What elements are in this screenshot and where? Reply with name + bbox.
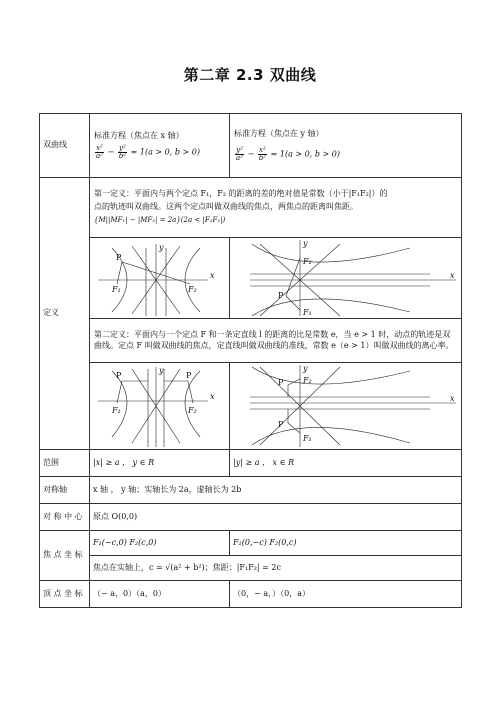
first-definition-cell (90, 178, 462, 238)
range-x: |x| ≥ a ， y ∈ R (90, 450, 230, 477)
label-y: y (303, 364, 308, 373)
row-definition-2-text (40, 319, 462, 363)
segment-PF1 (117, 381, 122, 403)
label-P: P (278, 291, 284, 300)
label-x: x (210, 271, 215, 280)
label-F2: F₂ (303, 376, 312, 385)
std-eq-y-cell (230, 114, 462, 178)
frac-y2-a2: $\frac{\text{y²}}{\text{a²}}$ (236, 146, 243, 163)
segment-PF2 (286, 258, 300, 296)
vertex-x: （− a，0）（a，0） (90, 581, 230, 608)
segment-PF2 (288, 379, 300, 385)
row-vertex (40, 581, 462, 608)
label-range: 范围 (40, 450, 90, 477)
row-definition-2-graphs (40, 363, 462, 450)
std-eq-x: $\frac{\text{x²}}{\text{a²}}$ − $\frac{\text{y²}}{\text{b²}}$ = 1(a > 0, b > 0) (96, 144, 200, 161)
label-y: y (303, 239, 308, 248)
std-eq-x-cell (90, 114, 230, 178)
label-x: x (450, 394, 455, 403)
label-x: x (210, 392, 215, 401)
label-P-left: P (116, 371, 122, 380)
label-F2: F₂ (188, 406, 197, 415)
std-eq-x-title: 标准方程（焦点在 x 轴） (94, 130, 184, 140)
page-title: 第二章 2.3 双曲线 (183, 66, 317, 84)
first-definition-line1: 第一定义：平面内与两个定点 F₁，F₂ 的距离的差的绝对值是常数（小于|F₁F₂|）的 (94, 189, 388, 199)
frac-y2-b2: $\frac{\text{y²}}{\text{b²}}$ (118, 144, 127, 161)
row-symmetry (40, 477, 462, 504)
vertex-y: （0，− a，）（0，a） (230, 581, 462, 608)
foci-x: F₁(−c,0) F₂(c,0) (90, 531, 230, 556)
second-definition-cell (90, 319, 462, 363)
segment-PF1 (288, 423, 300, 433)
graph-def1-x-cell (90, 238, 230, 319)
label-y: y (159, 366, 164, 375)
row-center (40, 504, 462, 531)
std-eq-y: $\frac{\text{y²}}{\text{a²}}$ − $\frac{\text{x²}}{\text{b²}}$ = 1(a > 0, b > 0) (236, 146, 340, 163)
graph-def1-y-cell (230, 238, 462, 319)
graph-def2-x (90, 363, 230, 449)
segment-PF1 (286, 296, 300, 310)
graph-def2-y (230, 363, 462, 449)
graph-def1-y (230, 238, 462, 318)
foci-note: 焦点在实轴上，c = √(a² + b²)；焦距：|F₁F₂| = 2c (90, 556, 462, 581)
label-P-right: P (186, 371, 192, 380)
label-vertex: 顶 点 坐 标 (40, 581, 90, 608)
label-F1: F₁ (112, 406, 121, 415)
label-P-top: P (278, 378, 284, 387)
first-definition-formula: {M||MF₁| − |MF₂| = 2a}(2a < |F₁F₂|) (94, 216, 226, 225)
std-eq-y-title: 标准方程（焦点在 y 轴） (234, 128, 324, 138)
foci-y: F₁(0,−c) F₂(0,c) (230, 531, 462, 556)
label-foci: 焦 点 坐 标 (40, 531, 90, 581)
label-F2: F₂ (188, 285, 197, 294)
label-P-bottom: P (278, 420, 284, 429)
frac-x2-b2: $\frac{\text{x²}}{\text{b²}}$ (258, 146, 267, 163)
label-symmetry: 对称轴 (40, 477, 90, 504)
hyperbola-table (39, 113, 462, 608)
symmetry-text: x 轴 ， y 轴；实轴长为 2a，虚轴长为 2b (90, 477, 462, 504)
row-standard-equation (40, 114, 462, 178)
segment-PF1 (117, 262, 122, 284)
label-definition: 定义 (40, 178, 90, 450)
label-F1: F₁ (303, 308, 312, 317)
label-y: y (159, 243, 164, 252)
first-definition-line2: 点的轨迹叫双曲线。这两个定点叫做双曲线的焦点，两焦点的距离叫焦距。 (94, 202, 358, 212)
frac-x2-a2: $\frac{\text{x²}}{\text{a²}}$ (96, 144, 103, 161)
second-definition: 第二定义：平面内与一个定点 F 和一条定直线 l 的距离的比是常数 e，当 e > 1 时，动点的轨迹是双曲线。定点 F 叫做双曲线的焦点，定直线叫做双曲线的准线，常数 e（e > 1）叫做双曲线的离心率。 (94, 329, 454, 350)
row-foci-note (40, 556, 462, 581)
row-definition-1-graphs (40, 238, 462, 319)
label-x: x (450, 271, 455, 280)
row-foci-coords (40, 531, 462, 556)
row-range (40, 450, 462, 477)
row-definition-1-text (40, 178, 462, 238)
range-y: |y| ≥ a ， x ∈ R (230, 450, 462, 477)
graph-def2-x-cell (90, 363, 230, 450)
label-center: 对 称 中 心 (40, 504, 90, 531)
label-F1: F₁ (303, 434, 312, 443)
label-F1: F₁ (112, 285, 121, 294)
label-hyperbola: 双曲线 (40, 114, 90, 178)
segment-PF2 (188, 381, 193, 403)
center-text: 原点 O(0,0) (90, 504, 462, 531)
branch-top (252, 244, 410, 262)
graph-def1-x (90, 238, 230, 318)
label-F2: F₂ (303, 257, 312, 266)
graph-def2-y-cell (230, 363, 462, 450)
label-P: P (116, 253, 122, 262)
